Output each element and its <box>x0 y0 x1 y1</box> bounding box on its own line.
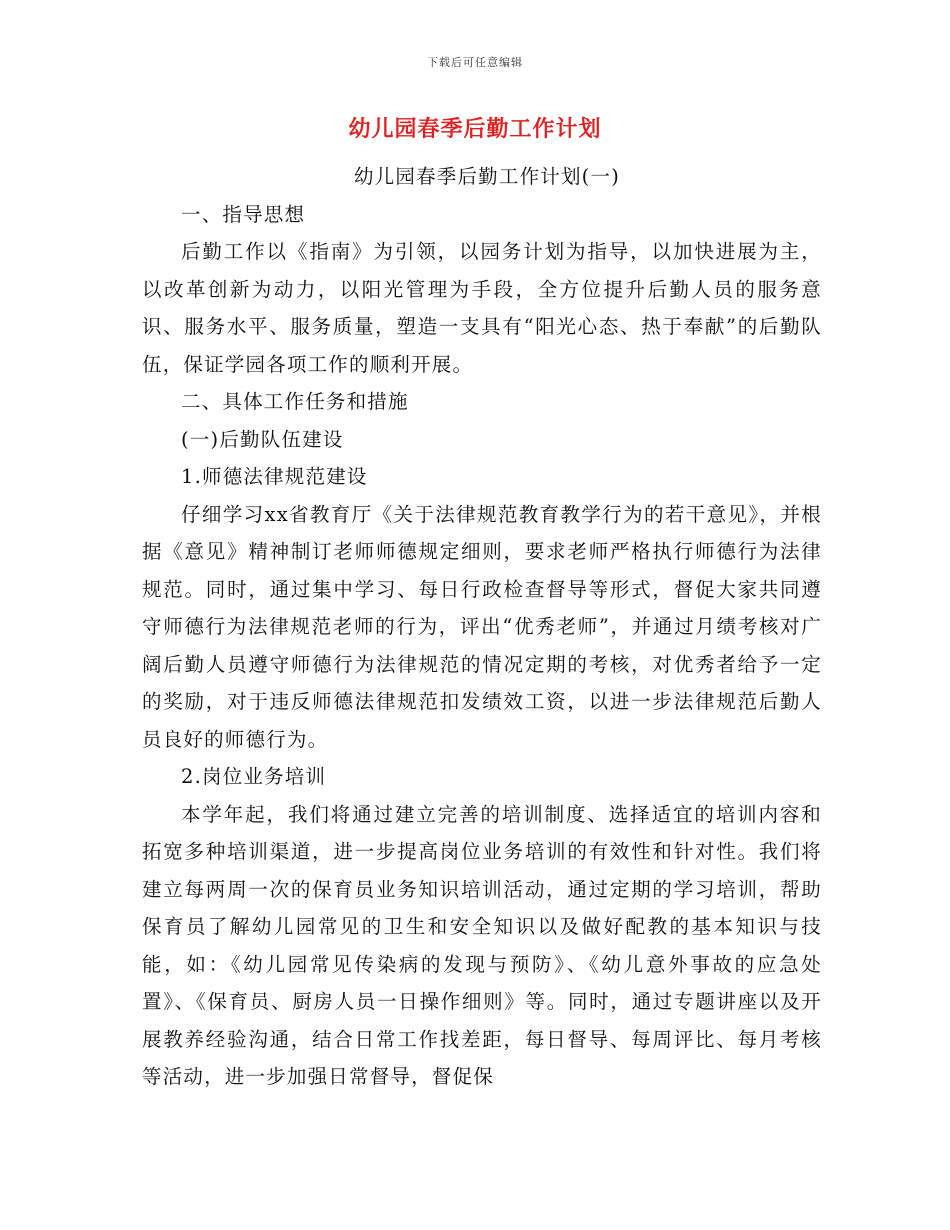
document-title: 幼儿园春季后勤工作计划 <box>348 116 602 142</box>
paragraph-guiding-ideology: 后勤工作以《指南》为引领，以园务计划为指导，以加快进展为主，以改革创新为动力，以阳光管理为手段，全方位提升后勤人员的服务意识、服务水平、服务质量，塑造一支具有“阳光心态、热于奉献”的后勤队伍，保证学园各项工作的顺利开展。 <box>142 240 822 376</box>
subsection-heading-team-building: (一)后勤队伍建设 <box>181 427 344 451</box>
section-heading-tasks-measures: 二、具体工作任务和措施 <box>181 390 409 413</box>
item-heading-ethics-norms: 1.师德法律规范建设 <box>181 465 368 488</box>
section-heading-guiding-ideology: 一、指导思想 <box>181 202 306 226</box>
document-subtitle: 幼儿园春季后勤工作计划(一) <box>353 165 620 188</box>
item-heading-job-training: 2.岗位业务培训 <box>181 765 327 788</box>
paragraph-ethics-norms: 仔细学习xx省教育厅《关于法律规范教育教学行为的若干意见》，并根据《意见》精神制订老师师德规定细则，要求老师严格执行师德行为法律规范。同时，通过集中学习、每日行政检查督导等形式，督促大家共同遵守师德行为法律规范老师的行为，评出“优秀老师”，并通过月绩考核对广阔后勤人员遵守师德行为法律规范的情况定期的考核，对优秀者给予一定的奖励，对于违反师德法律规范扣发绩效工资，以进一步法律规范后勤人员良好的师德行为。 <box>142 502 822 751</box>
document-body <box>142 158 822 1096</box>
header-note: 下载后可任意编辑 <box>427 56 523 69</box>
paragraph-job-training: 本学年起，我们将通过建立完善的培训制度、选择适宜的培训内容和拓宽多种培训渠道，进一步提高岗位业务培训的有效性和针对性。我们将建立每两周一次的保育员业务知识培训活动，通过定期的学习培训，帮助保育员了解幼儿园常见的卫生和安全知识以及做好配教的基本知识与技能，如：《幼儿园常见传染病的发现与预防》、《幼儿意外事故的应急处置》、《保育员、厨房人员一日操作细则》等。同时，通过专题讲座以及开展教养经验沟通，结合日常工作找差距，每日督导、每周评比、每月考核等活动，进一步加强日常督导，督促保 <box>142 802 822 1088</box>
